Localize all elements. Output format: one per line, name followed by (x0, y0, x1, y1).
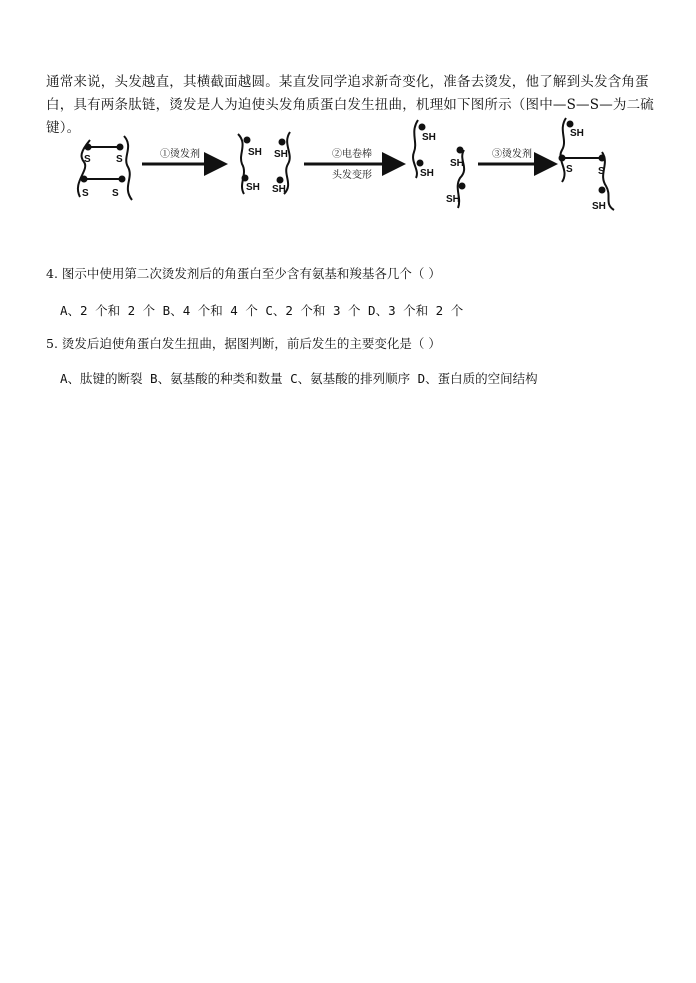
s-label: S (84, 154, 91, 165)
s-label: S (566, 164, 573, 175)
sh-label: SH (248, 147, 262, 158)
question-5-stem: 5. 烫发后迫使角蛋白发生扭曲，据图判断，前后发生的主要变化是（ ） (46, 336, 441, 351)
step2-top-label: ②电卷棒 (332, 149, 372, 160)
sh-label: SH (246, 182, 260, 193)
s-label: S (112, 188, 119, 199)
step2-bottom-label: 头发变形 (332, 170, 372, 181)
sh-label: SH (272, 184, 286, 195)
s-label: S (598, 166, 605, 177)
s-label: S (116, 154, 123, 165)
intro-paragraph: 通常来说，头发越直，其横截面越圆。某直发同学追求新奇变化，准备去烫发，他了解到头发含角蛋白，具有两条肽链，烫发是人为迫使头发角质蛋白发生扭曲，机理如下图所示（图中—S—S—为二硫键）。 (46, 74, 654, 136)
question-4-stem: 4. 图示中使用第二次烫发剂后的角蛋白至少含有氨基和羧基各几个（ ） (46, 266, 441, 281)
s-label: S (82, 188, 89, 199)
step1-label: ①烫发剂 (160, 149, 200, 160)
sh-label: SH (422, 132, 436, 143)
sh-label: SH (570, 128, 584, 139)
perm-mechanism-diagram (62, 112, 632, 217)
sh-label: SH (446, 194, 460, 205)
step3-label: ③烫发剂 (492, 149, 532, 160)
question-4-options: A、2 个和 2 个 B、4 个和 4 个 C、2 个和 3 个 D、3 个和 2 个 (60, 303, 464, 318)
sh-label: SH (274, 149, 288, 160)
question-5-options: A、肽键的断裂 B、氨基酸的种类和数量 C、氨基酸的排列顺序 D、蛋白质的空间结构 (60, 371, 538, 386)
sh-label: SH (450, 158, 464, 169)
stage2-atoms (242, 137, 286, 184)
sh-label: SH (420, 168, 434, 179)
sh-label: SH (592, 201, 606, 212)
